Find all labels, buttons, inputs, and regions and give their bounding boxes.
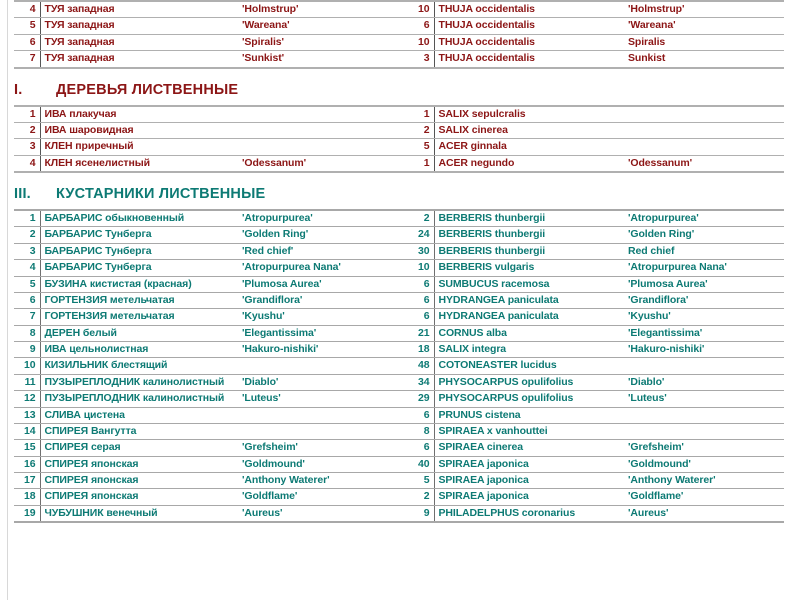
- latin-name: HYDRANGEA paniculata: [434, 292, 624, 308]
- russian-name: ГОРТЕНЗИЯ метельчатая: [40, 309, 238, 325]
- latin-name: BERBERIS vulgaris: [434, 260, 624, 276]
- table-row[interactable]: [14, 342, 784, 358]
- russian-name: СЛИВА цистена: [40, 407, 238, 423]
- row-number: 5: [14, 18, 40, 34]
- cultivar-russian: 'Plumosa Aurea': [238, 276, 386, 292]
- latin-name: SPIRAEA cinerea: [434, 440, 624, 456]
- plant-table-deciduous-shrubs: [14, 209, 784, 523]
- row-number: 7: [14, 51, 40, 68]
- russian-name: ГОРТЕНЗИЯ метельчатая: [40, 292, 238, 308]
- table-row[interactable]: [14, 489, 784, 505]
- cultivar-russian: 'Wareana': [238, 18, 386, 34]
- table-row[interactable]: [14, 51, 784, 68]
- table-row[interactable]: [14, 34, 784, 50]
- row-number: 15: [14, 440, 40, 456]
- latin-name: PRUNUS cistena: [434, 407, 624, 423]
- table-row[interactable]: [14, 260, 784, 276]
- table-row[interactable]: [14, 358, 784, 374]
- quantity: 10: [386, 1, 434, 18]
- table-row[interactable]: [14, 391, 784, 407]
- russian-name: ТУЯ западная: [40, 34, 238, 50]
- table-row[interactable]: [14, 106, 784, 123]
- table-row[interactable]: [14, 456, 784, 472]
- cultivar-russian: 'Diablo': [238, 374, 386, 390]
- cultivar-russian: 'Elegantissima': [238, 325, 386, 341]
- latin-name: SALIX cinerea: [434, 122, 624, 138]
- section-heading-deciduous-trees: [0, 82, 800, 98]
- row-number: 13: [14, 407, 40, 423]
- russian-name: КЛЕН ясенелистный: [40, 155, 238, 172]
- cultivar-latin: 'Atropurpurea Nana': [624, 260, 784, 276]
- cultivar-latin: 'Hakuro-nishiki': [624, 342, 784, 358]
- cultivar-russian: 'Golden Ring': [238, 227, 386, 243]
- latin-name: BERBERIS thunbergii: [434, 227, 624, 243]
- cultivar-latin: 'Diablo': [624, 374, 784, 390]
- table-body-deciduous-shrubs: [14, 210, 784, 522]
- russian-name: ТУЯ западная: [40, 18, 238, 34]
- plant-table-conifers: [14, 0, 784, 69]
- section-deciduous-shrubs: [0, 209, 800, 523]
- row-number: 4: [14, 260, 40, 276]
- cultivar-latin: 'Elegantissima': [624, 325, 784, 341]
- cultivar-russian: 'Aureus': [238, 505, 386, 522]
- cultivar-latin: Sunkist: [624, 51, 784, 68]
- latin-name: ACER ginnala: [434, 139, 624, 155]
- russian-name: СПИРЕЯ Вангутта: [40, 423, 238, 439]
- cultivar-russian: 'Red chief': [238, 243, 386, 259]
- latin-name: SALIX sepulcralis: [434, 106, 624, 123]
- cultivar-latin: [624, 122, 784, 138]
- table-row[interactable]: [14, 407, 784, 423]
- russian-name: БАРБАРИС Тунберга: [40, 243, 238, 259]
- quantity: 10: [386, 260, 434, 276]
- cultivar-russian: 'Anthony Waterer': [238, 473, 386, 489]
- quantity: 40: [386, 456, 434, 472]
- quantity: 30: [386, 243, 434, 259]
- section-roman-numeral: III.: [14, 186, 31, 202]
- row-number: 8: [14, 325, 40, 341]
- row-number: 12: [14, 391, 40, 407]
- russian-name: СПИРЕЯ серая: [40, 440, 238, 456]
- table-body-conifers: [14, 1, 784, 68]
- latin-name: PHYSOCARPUS opulifolius: [434, 391, 624, 407]
- table-row[interactable]: [14, 1, 784, 18]
- cultivar-russian: 'Atropurpurea': [238, 210, 386, 227]
- russian-name: БУЗИНА кистистая (красная): [40, 276, 238, 292]
- cultivar-russian: [238, 122, 386, 138]
- cultivar-latin: 'Anthony Waterer': [624, 473, 784, 489]
- section-roman-numeral: I.: [14, 81, 23, 98]
- latin-name: THUJA occidentalis: [434, 18, 624, 34]
- row-number: 4: [14, 1, 40, 18]
- table-row[interactable]: [14, 325, 784, 341]
- section-heading-deciduous-shrubs: [0, 186, 800, 202]
- quantity: 2: [386, 210, 434, 227]
- table-row[interactable]: [14, 227, 784, 243]
- cultivar-russian: 'Hakuro-nishiki': [238, 342, 386, 358]
- cultivar-russian: 'Sunkist': [238, 51, 386, 68]
- russian-name: ТУЯ западная: [40, 1, 238, 18]
- table-row[interactable]: [14, 292, 784, 308]
- cultivar-latin: 'Grefsheim': [624, 440, 784, 456]
- latin-name: SPIRAEA x vanhouttei: [434, 423, 624, 439]
- quantity: 24: [386, 227, 434, 243]
- russian-name: СПИРЕЯ японская: [40, 473, 238, 489]
- row-number: 18: [14, 489, 40, 505]
- latin-name: THUJA occidentalis: [434, 51, 624, 68]
- russian-name: СПИРЕЯ японская: [40, 489, 238, 505]
- cultivar-russian: [238, 407, 386, 423]
- cultivar-latin: 'Goldflame': [624, 489, 784, 505]
- russian-name: БАРБАРИС Тунберга: [40, 260, 238, 276]
- latin-name: CORNUS alba: [434, 325, 624, 341]
- row-number: 2: [14, 227, 40, 243]
- quantity: 34: [386, 374, 434, 390]
- russian-name: ЧУБУШНИК венечный: [40, 505, 238, 522]
- russian-name: БАРБАРИС Тунберга: [40, 227, 238, 243]
- row-number: 3: [14, 243, 40, 259]
- russian-name: ИВА плакучая: [40, 106, 238, 123]
- table-row[interactable]: [14, 243, 784, 259]
- table-row[interactable]: [14, 210, 784, 227]
- cultivar-latin: 'Grandiflora': [624, 292, 784, 308]
- quantity: 18: [386, 342, 434, 358]
- quantity: 6: [386, 18, 434, 34]
- table-row[interactable]: [14, 139, 784, 155]
- cultivar-russian: 'Holmstrup': [238, 1, 386, 18]
- table-row[interactable]: [14, 423, 784, 439]
- cultivar-latin: [624, 139, 784, 155]
- latin-name: HYDRANGEA paniculata: [434, 309, 624, 325]
- cultivar-latin: 'Atropurpurea': [624, 210, 784, 227]
- russian-name: ПУЗЫРЕПЛОДНИК калинолистный: [40, 374, 238, 390]
- latin-name: SPIRAEA japonica: [434, 473, 624, 489]
- table-row[interactable]: [14, 18, 784, 34]
- cultivar-russian: 'Grefsheim': [238, 440, 386, 456]
- table-row[interactable]: [14, 309, 784, 325]
- quantity: 6: [386, 276, 434, 292]
- table-row[interactable]: [14, 276, 784, 292]
- quantity: 10: [386, 34, 434, 50]
- section-conifers-continued: [0, 0, 800, 69]
- quantity: 8: [386, 423, 434, 439]
- quantity: 6: [386, 440, 434, 456]
- latin-name: ACER negundo: [434, 155, 624, 172]
- cultivar-latin: 'Odessanum': [624, 155, 784, 172]
- cultivar-russian: [238, 106, 386, 123]
- quantity: 1: [386, 106, 434, 123]
- cultivar-latin: 'Luteus': [624, 391, 784, 407]
- russian-name: ИВА шаровидная: [40, 122, 238, 138]
- cultivar-latin: 'Goldmound': [624, 456, 784, 472]
- row-number: 11: [14, 374, 40, 390]
- row-number: 16: [14, 456, 40, 472]
- quantity: 6: [386, 292, 434, 308]
- section-title: КУСТАРНИКИ ЛИСТВЕННЫЕ: [56, 186, 266, 202]
- quantity: 5: [386, 473, 434, 489]
- russian-name: ИВА цельнолистная: [40, 342, 238, 358]
- row-number: 1: [14, 106, 40, 123]
- latin-name: BERBERIS thunbergii: [434, 210, 624, 227]
- quantity: 5: [386, 139, 434, 155]
- row-number: 4: [14, 155, 40, 172]
- russian-name: КИЗИЛЬНИК блестящий: [40, 358, 238, 374]
- plant-table-deciduous-trees: [14, 105, 784, 174]
- latin-name: SUMBUCUS racemosa: [434, 276, 624, 292]
- quantity: 9: [386, 505, 434, 522]
- row-number: 14: [14, 423, 40, 439]
- russian-name: ПУЗЫРЕПЛОДНИК калинолистный: [40, 391, 238, 407]
- cultivar-russian: 'Spiralis': [238, 34, 386, 50]
- quantity: 21: [386, 325, 434, 341]
- cultivar-russian: [238, 139, 386, 155]
- cultivar-russian: 'Goldmound': [238, 456, 386, 472]
- cultivar-latin: 'Wareana': [624, 18, 784, 34]
- cultivar-latin: [624, 358, 784, 374]
- cultivar-latin: [624, 407, 784, 423]
- row-number: 6: [14, 34, 40, 50]
- page-left-margin: [0, 0, 8, 600]
- quantity: 48: [386, 358, 434, 374]
- latin-name: SALIX integra: [434, 342, 624, 358]
- section-title: ДЕРЕВЬЯ ЛИСТВЕННЫЕ: [56, 81, 239, 98]
- cultivar-latin: 'Plumosa Aurea': [624, 276, 784, 292]
- row-number: 9: [14, 342, 40, 358]
- quantity: 29: [386, 391, 434, 407]
- quantity: 3: [386, 51, 434, 68]
- cultivar-latin: [624, 423, 784, 439]
- quantity: 2: [386, 489, 434, 505]
- row-number: 6: [14, 292, 40, 308]
- latin-name: BERBERIS thunbergii: [434, 243, 624, 259]
- table-row[interactable]: [14, 122, 784, 138]
- row-number: 2: [14, 122, 40, 138]
- russian-name: ТУЯ западная: [40, 51, 238, 68]
- cultivar-latin: 'Holmstrup': [624, 1, 784, 18]
- cultivar-russian: [238, 423, 386, 439]
- quantity: 6: [386, 407, 434, 423]
- russian-name: СПИРЕЯ японская: [40, 456, 238, 472]
- cultivar-latin: Red chief: [624, 243, 784, 259]
- latin-name: COTONEASTER lucidus: [434, 358, 624, 374]
- russian-name: ДЕРЕН белый: [40, 325, 238, 341]
- cultivar-latin: 'Aureus': [624, 505, 784, 522]
- cultivar-russian: 'Odessanum': [238, 155, 386, 172]
- cultivar-russian: 'Goldflame': [238, 489, 386, 505]
- quantity: 2: [386, 122, 434, 138]
- table-row[interactable]: [14, 155, 784, 172]
- cultivar-latin: 'Golden Ring': [624, 227, 784, 243]
- latin-name: SPIRAEA japonica: [434, 489, 624, 505]
- row-number: 1: [14, 210, 40, 227]
- row-number: 19: [14, 505, 40, 522]
- table-row[interactable]: [14, 440, 784, 456]
- cultivar-russian: 'Kyushu': [238, 309, 386, 325]
- russian-name: БАРБАРИС обыкновенный: [40, 210, 238, 227]
- section-deciduous-trees: [0, 105, 800, 174]
- quantity: 1: [386, 155, 434, 172]
- latin-name: THUJA occidentalis: [434, 34, 624, 50]
- cultivar-russian: 'Luteus': [238, 391, 386, 407]
- cultivar-latin: [624, 106, 784, 123]
- row-number: 17: [14, 473, 40, 489]
- cultivar-russian: 'Grandiflora': [238, 292, 386, 308]
- cultivar-latin: Spiralis: [624, 34, 784, 50]
- latin-name: THUJA occidentalis: [434, 1, 624, 18]
- table-row[interactable]: [14, 473, 784, 489]
- row-number: 10: [14, 358, 40, 374]
- cultivar-russian: 'Atropurpurea Nana': [238, 260, 386, 276]
- table-row[interactable]: [14, 505, 784, 522]
- latin-name: PHILADELPHUS coronarius: [434, 505, 624, 522]
- latin-name: SPIRAEA japonica: [434, 456, 624, 472]
- table-body-deciduous-trees: [14, 106, 784, 173]
- table-row[interactable]: [14, 374, 784, 390]
- quantity: 6: [386, 309, 434, 325]
- russian-name: КЛЕН приречный: [40, 139, 238, 155]
- row-number: 3: [14, 139, 40, 155]
- latin-name: PHYSOCARPUS opulifolius: [434, 374, 624, 390]
- row-number: 7: [14, 309, 40, 325]
- cultivar-latin: 'Kyushu': [624, 309, 784, 325]
- row-number: 5: [14, 276, 40, 292]
- cultivar-russian: [238, 358, 386, 374]
